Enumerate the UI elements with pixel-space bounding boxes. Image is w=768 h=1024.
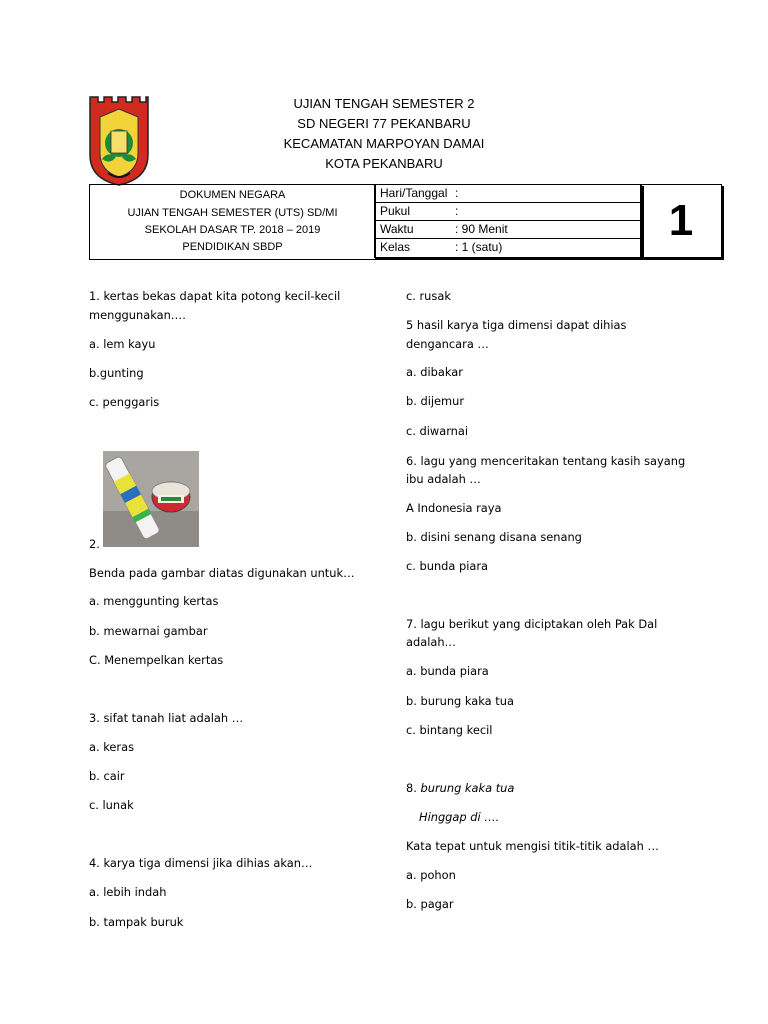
question-3-option-c: c. lunak xyxy=(89,798,134,812)
question-4-text: 4. karya tiga dimensi jika dihias akan… xyxy=(89,856,313,870)
question-6-option-a: A Indonesia raya xyxy=(406,501,502,515)
question-2-option-b: b. mewarnai gambar xyxy=(89,624,208,638)
question-8-lyric-2: Hinggap di …. xyxy=(419,810,500,824)
glue-stick-photo xyxy=(103,451,199,547)
question-7-line-1: 7. lagu berikut yang diciptakan oleh Pak Dal xyxy=(406,617,658,631)
doc-line-3: SEKOLAH DASAR TP. 2018 – 2019 xyxy=(144,224,321,236)
info-value: : 90 Menit xyxy=(455,222,508,236)
question-1-option-c: c. penggaris xyxy=(89,395,160,409)
question-8-option-a: a. pohon xyxy=(406,868,456,882)
question-1-line-1: 1. kertas bekas dapat kita potong kecil-kecil xyxy=(89,289,341,303)
question-6-option-c: c. bunda piara xyxy=(406,559,489,573)
question-3-option-b: b. cair xyxy=(89,769,125,783)
version-number: 1 xyxy=(668,196,694,245)
question-7-option-a: a. bunda piara xyxy=(406,664,489,678)
question-8-header xyxy=(406,779,514,797)
question-5-option-a: a. dibakar xyxy=(406,365,463,379)
info-label: Pukul xyxy=(380,204,411,218)
question-5-line-1: 5 hasil karya tiga dimensi dapat dihias xyxy=(406,318,627,332)
question-4-option-c: c. rusak xyxy=(406,289,451,303)
question-4-option-a: a. lebih indah xyxy=(89,885,167,899)
version-number-box xyxy=(640,184,722,258)
question-7-line-2: adalah… xyxy=(406,635,456,649)
header-school: SD NEGERI 77 PEKANBARU xyxy=(297,116,471,131)
question-2-option-a: a. menggunting kertas xyxy=(89,594,219,608)
info-value: : xyxy=(455,204,459,218)
document-box xyxy=(89,184,376,260)
info-row xyxy=(375,221,641,239)
info-row xyxy=(375,185,641,203)
doc-line-2: UJIAN TENGAH SEMESTER (UTS) SD/MI xyxy=(127,207,338,219)
question-2-option-c: C. Menempelkan kertas xyxy=(89,653,224,667)
school-emblem-logo xyxy=(88,95,150,187)
info-box xyxy=(374,184,642,258)
question-2-number: 2. xyxy=(89,537,100,551)
question-5-option-b: b. dijemur xyxy=(406,394,465,408)
question-1-line-2: menggunakan…. xyxy=(89,308,186,322)
info-row xyxy=(375,239,641,256)
info-label: Waktu xyxy=(380,222,414,236)
question-1-option-a: a. lem kayu xyxy=(89,337,156,351)
info-label: Hari/Tanggal xyxy=(380,186,448,200)
question-1-option-b: b.gunting xyxy=(89,366,144,380)
question-4-option-b: b. tampak buruk xyxy=(89,915,184,929)
header-city: KOTA PEKANBARU xyxy=(325,156,443,171)
info-value: : 1 (satu) xyxy=(455,240,503,254)
question-3-text: 3. sifat tanah liat adalah … xyxy=(89,711,244,725)
question-3-option-a: a. keras xyxy=(89,740,135,754)
question-5-option-c: c. diwarnai xyxy=(406,424,469,438)
question-7-option-c: c. bintang kecil xyxy=(406,723,493,737)
question-6-option-b: b. disini senang disana senang xyxy=(406,530,582,544)
question-6-line-2: ibu adalah … xyxy=(406,472,481,486)
info-row xyxy=(375,203,641,221)
question-8-lyric-1: burung kaka tua xyxy=(420,781,515,795)
question-7-option-b: b. burung kaka tua xyxy=(406,694,514,708)
question-8-text: Kata tepat untuk mengisi titik-titik adalah … xyxy=(406,839,659,853)
header-title: UJIAN TENGAH SEMESTER 2 xyxy=(293,96,475,111)
question-2-text: Benda pada gambar diatas digunakan untuk… xyxy=(89,566,355,580)
doc-line-1: DOKUMEN NEGARA xyxy=(179,189,286,201)
info-label: Kelas xyxy=(380,240,411,254)
question-5-line-2: dengancara … xyxy=(406,337,489,351)
doc-line-4: PENDIDIKAN SBDP xyxy=(182,241,283,253)
question-6-line-1: 6. lagu yang menceritakan tentang kasih sayang xyxy=(406,454,686,468)
question-8-number: 8. xyxy=(406,781,421,795)
question-8-option-b: b. pagar xyxy=(406,897,454,911)
header-district: KECAMATAN MARPOYAN DAMAI xyxy=(283,136,485,151)
info-value: : xyxy=(455,186,459,200)
